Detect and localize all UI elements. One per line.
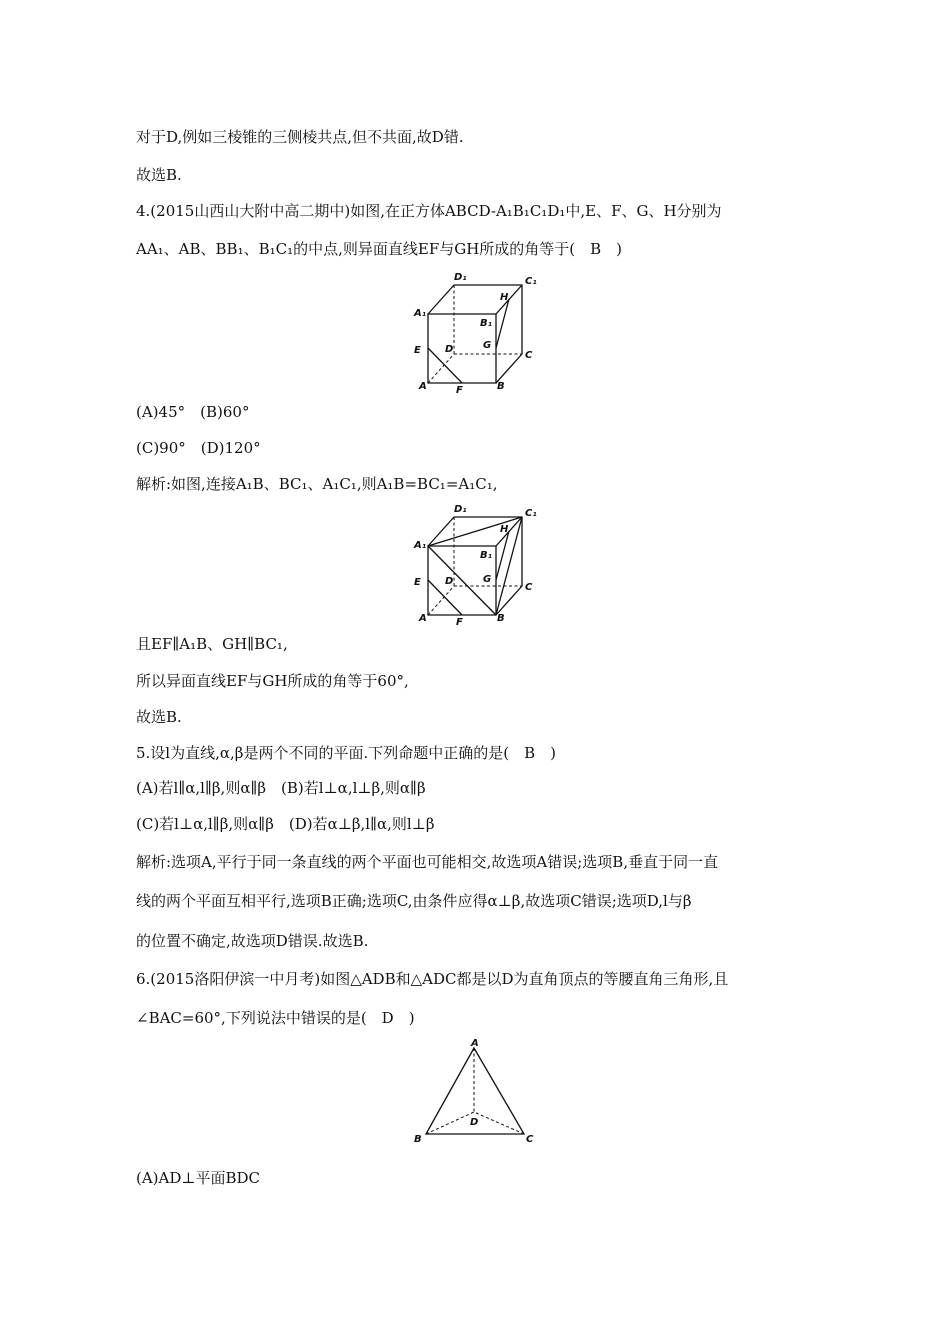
label-g: G — [483, 340, 492, 351]
text-line-q5-analysis-1: 解析:选项A,平行于同一条直线的两个平面也可能相交,故选项A错误;选项B,垂直于同一直 — [136, 853, 719, 871]
label-c: C — [525, 582, 533, 593]
text-line-q6: 6.(2015洛阳伊滨一中月考)如图△ADB和△ADC都是以D为直角顶点的等腰直角三角形,且 — [136, 970, 729, 988]
hidden-edge-cd — [474, 1112, 524, 1134]
label-b: B — [497, 381, 505, 392]
option-line-cd: (C)90° (D)120° — [136, 439, 261, 457]
label-h: H — [500, 524, 509, 535]
edge-b-c — [496, 354, 522, 383]
tetrahedron-figure — [408, 1036, 548, 1148]
label-b: B — [414, 1134, 422, 1145]
cube-figure-1 — [408, 268, 548, 398]
label-a1: A₁ — [414, 308, 427, 319]
text-line-angle: 所以异面直线EF与GH所成的角等于60°, — [136, 672, 409, 690]
hidden-edge-a-d — [428, 354, 454, 383]
label-c: C — [526, 1134, 534, 1145]
label-f: F — [456, 385, 463, 396]
option-line-ab: (A)45° (B)60° — [136, 403, 250, 421]
option-line-q5-ab: (A)若l∥α,l∥β,则α∥β (B)若l⊥α,l⊥β,则α∥β — [136, 779, 426, 797]
text-line-q6-2: ∠BAC=60°,下列说法中错误的是( D ) — [136, 1009, 415, 1027]
label-a1: A₁ — [414, 540, 427, 551]
text-line-q5-analysis-3: 的位置不确定,故选项D错误.故选B. — [136, 932, 369, 950]
label-c: C — [525, 350, 533, 361]
hidden-edge-a-d — [428, 586, 454, 615]
text-line-q5: 5.设l为直线,α,β是两个不同的平面.下列命题中正确的是( B ) — [136, 744, 556, 762]
label-d: D — [470, 1117, 479, 1128]
text-line-1: 对于D,例如三棱锥的三侧棱共点,但不共面,故D错. — [136, 128, 464, 146]
text-line-analysis: 解析:如图,连接A₁B、BC₁、A₁C₁,则A₁B=BC₁=A₁C₁, — [136, 475, 498, 493]
text-line-parallel: 且EF∥A₁B、GH∥BC₁, — [136, 635, 288, 653]
label-d: D — [445, 344, 454, 355]
label-c1: C₁ — [525, 508, 537, 519]
text-line-q5-analysis-2: 线的两个平面互相平行,选项B正确;选项C,由条件应得α⊥β,故选项C错误;选项D,l与β — [136, 892, 692, 910]
option-line-q5-cd: (C)若l⊥α,l∥β,则α∥β (D)若α⊥β,l∥α,则l⊥β — [136, 815, 435, 833]
label-c1: C₁ — [525, 276, 537, 287]
label-b: B — [497, 613, 505, 624]
text-line-4: AA₁、AB、BB₁、B₁C₁的中点,则异面直线EF与GH所成的角等于( B ) — [136, 240, 623, 258]
label-e: E — [414, 345, 421, 356]
text-line-2: 故选B. — [136, 166, 182, 184]
label-d: D — [445, 576, 454, 587]
label-d1: D₁ — [454, 504, 467, 515]
label-f: F — [456, 617, 463, 628]
text-line-3: 4.(2015山西山大附中高二期中)如图,在正方体ABCD-A₁B₁C₁D₁中,E、F、G、H分别为 — [136, 202, 722, 220]
label-g: G — [483, 574, 492, 585]
edge-a1-d1 — [428, 285, 454, 314]
option-line-q6-a: (A)AD⊥平面BDC — [136, 1169, 261, 1187]
text-line-choose-b: 故选B. — [136, 708, 182, 726]
label-a: A — [419, 613, 427, 624]
label-a: A — [471, 1038, 479, 1049]
label-e: E — [414, 577, 421, 588]
hidden-edge-bd — [426, 1112, 474, 1134]
label-d1: D₁ — [454, 272, 467, 283]
label-b1: B₁ — [480, 318, 493, 329]
label-a: A — [419, 381, 427, 392]
label-b1: B₁ — [480, 550, 493, 561]
label-h: H — [500, 292, 509, 303]
cube-figure-2 — [408, 500, 548, 630]
